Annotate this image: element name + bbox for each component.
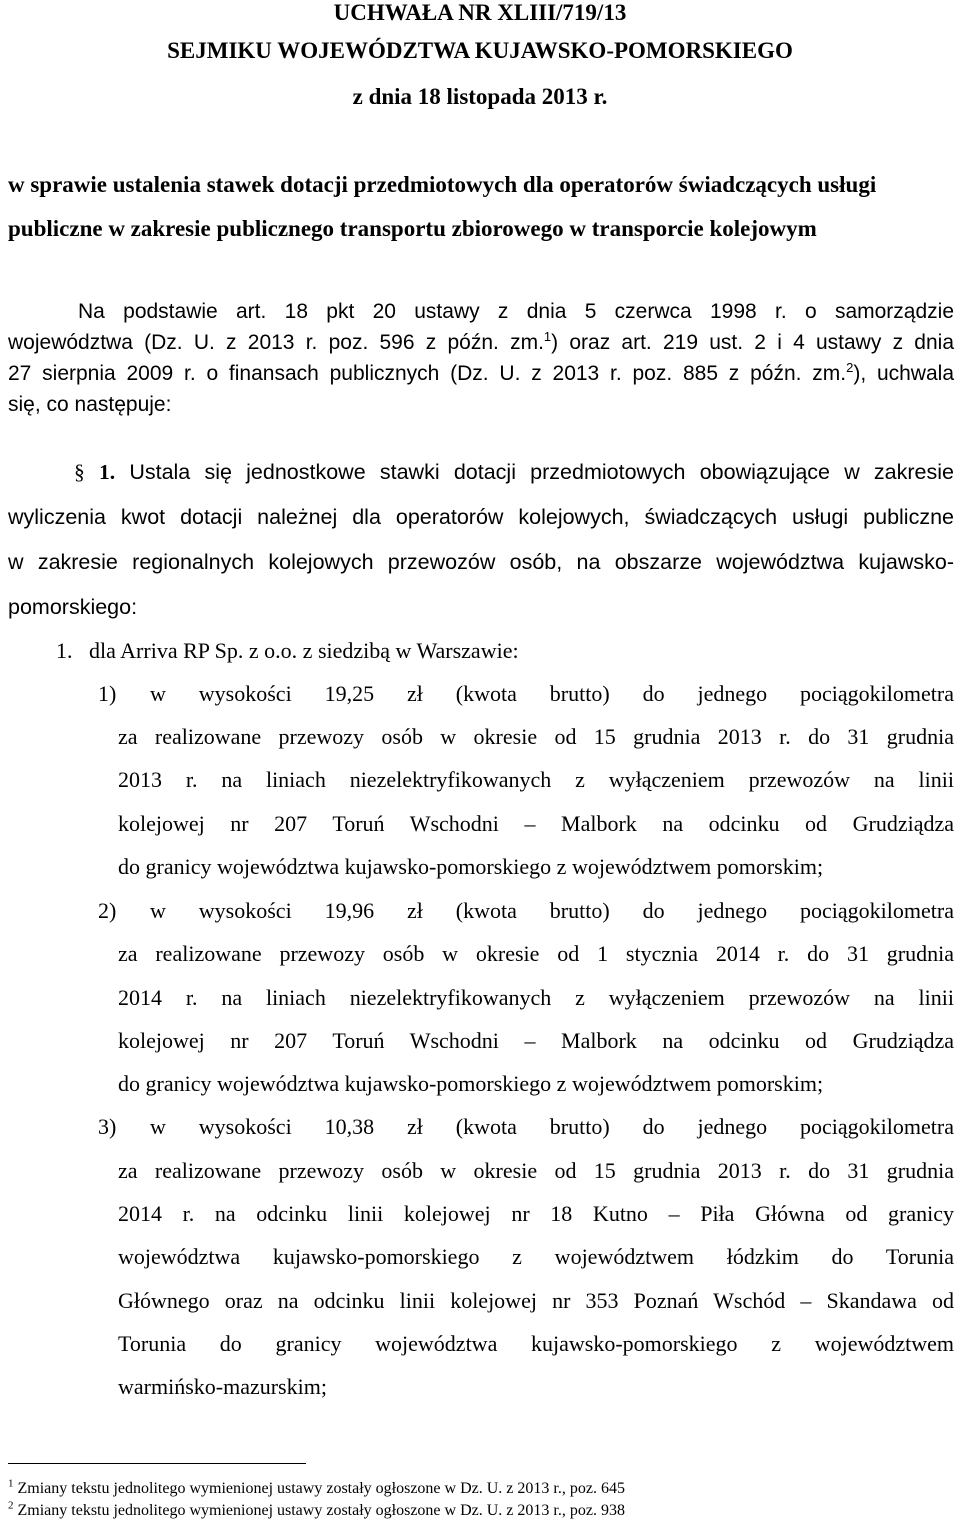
subitem-line: Torunia do granicy województwa kujawsko-pomorskiego z województwem [118, 1331, 954, 1356]
footnote-ref[interactable]: 1 [543, 329, 552, 344]
item-text: dla Arriva RP Sp. z o.o. z siedzibą w Warszawie: [89, 638, 519, 663]
subitem-line: 2013 r. na liniach niezelektryfikowanych z wyłączeniem przewozów na linii [118, 767, 954, 792]
basis-line: Na podstawie art. 18 pkt 20 ustawy z dnia 5 czerwca 1998 r. o samorządzie [78, 300, 954, 323]
operator-item [56, 638, 519, 664]
footnote [8, 1477, 625, 1498]
subitem-line: 2014 r. na odcinku linii kolejowej nr 18 Kutno – Piła Główna od granicy [118, 1201, 954, 1226]
footnote-ref[interactable]: 2 [846, 360, 854, 375]
paragraph-text: Ustala się jednostkowe stawki dotacji przedmiotowych obowiązujące w zakresie [129, 460, 954, 484]
paragraph-line [74, 460, 954, 485]
basis-text: ) oraz art. 219 ust. 2 i 4 ustawy z dnia [551, 331, 954, 354]
subitem-line: w wysokości 19,96 zł (kwota brutto) do jednego pociągokilometra [150, 898, 954, 923]
resolution-date: z dnia 18 listopada 2013 r. [352, 84, 608, 109]
issuing-body: SEJMIKU WOJEWÓDZTWA KUJAWSKO-POMORSKIEGO [167, 38, 793, 63]
subitem-line: do granicy województwa kujawsko-pomorskiego z województwem pomorskim; [118, 854, 824, 879]
paragraph-number: 1. [98, 460, 116, 484]
basis-text: województwa (Dz. U. z 2013 r. poz. 596 z późn. zm. [8, 331, 544, 354]
subitem-line: za realizowane przewozy osób w okresie od 1 stycznia 2014 r. do 31 grudnia [118, 941, 954, 966]
subject-line: publiczne w zakresie publicznego transportu zbiorowego w transporcie kolejowym [8, 216, 817, 241]
section-sign: § [74, 460, 85, 484]
footnote-text: Zmiany tekstu jednolitego wymienionej ustawy zostały ogłoszone w Dz. U. z 2013 r., poz. 645 [17, 1480, 625, 1497]
subject-line: w sprawie ustalenia stawek dotacji przedmiotowych dla operatorów świadczących usługi [8, 172, 877, 197]
subitem-line: do granicy województwa kujawsko-pomorskiego z województwem pomorskim; [118, 1071, 824, 1096]
resolution-title: UCHWAŁA NR XLIII/719/13 [333, 0, 627, 25]
basis-text: 27 sierpnia 2009 r. o finansach publicznych (Dz. U. z 2013 r. poz. 885 z późn. zm. [8, 362, 847, 385]
subitem-line: za realizowane przewozy osób w okresie od 15 grudnia 2013 r. do 31 grudnia [118, 1158, 954, 1183]
item-number: 1. [56, 638, 73, 663]
subitem-line: 2014 r. na liniach niezelektryfikowanych z wyłączeniem przewozów na linii [118, 985, 954, 1010]
basis-line: się, co następuje: [8, 393, 172, 416]
subitem-line: warmińsko-mazurskim; [118, 1374, 327, 1399]
subitem-line: w wysokości 10,38 zł (kwota brutto) do jednego pociągokilometra [150, 1114, 954, 1139]
footnote-text: Zmiany tekstu jednolitego wymienionej ustawy zostały ogłoszone w Dz. U. z 2013 r., poz. 938 [17, 1502, 625, 1519]
subitem-number: 3) [98, 1114, 117, 1139]
basis-line [8, 362, 954, 386]
footnote [8, 1499, 625, 1520]
subitem-number: 2) [98, 898, 117, 923]
basis-line [8, 331, 954, 355]
subitem-line: za realizowane przewozy osób w okresie od 15 grudnia 2013 r. do 31 grudnia [118, 724, 954, 749]
footnote-separator [8, 1463, 306, 1464]
subitem-line: w wysokości 19,25 zł (kwota brutto) do jednego pociągokilometra [150, 681, 954, 706]
footnote-mark: 2 [8, 1499, 14, 1512]
subitem-line: kolejowej nr 207 Toruń Wschodni – Malbork na odcinku od Grudziądza [118, 811, 954, 836]
paragraph-line: wyliczenia kwot dotacji należnej dla operatorów kolejowych, świadczących usługi publiczne [8, 505, 954, 529]
paragraph-line: w zakresie regionalnych kolejowych przewozów osób, na obszarze województwa kujawsko- [8, 550, 954, 574]
subitem-number: 1) [98, 681, 117, 706]
basis-text: ), uchwala [853, 362, 954, 385]
subitem-line: kolejowej nr 207 Toruń Wschodni – Malbork na odcinku od Grudziądza [118, 1028, 954, 1053]
paragraph-line: pomorskiego: [8, 595, 138, 619]
footnote-mark: 1 [8, 1477, 14, 1490]
subitem-line: Głównego oraz na odcinku linii kolejowej nr 353 Poznań Wschód – Skandawa od [118, 1288, 954, 1313]
subitem-line: województwa kujawsko-pomorskiego z województwem łódzkim do Torunia [118, 1244, 954, 1269]
